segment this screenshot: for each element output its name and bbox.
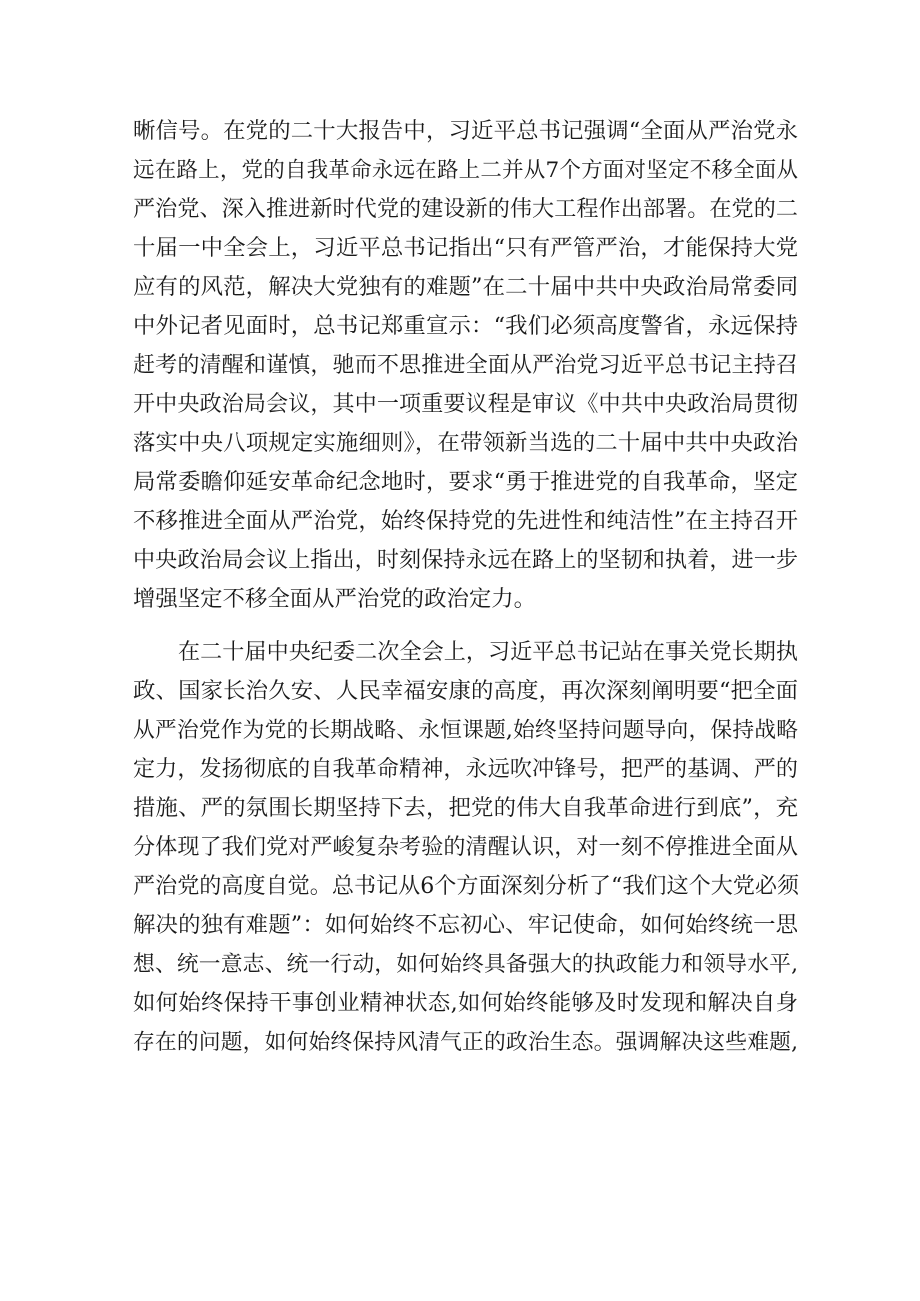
text-line: 政、国家长治久安、人民幸福安康的高度，再次深刻阐明要“把全面: [133, 678, 798, 704]
text-line: 中央政治局会议上指出，时刻保持永远在路上的坚韧和执着，进一步: [133, 547, 798, 573]
text-line: 从严治党作为党的长期战略、永恒课题,始终坚持问题导向，保持战略: [133, 718, 798, 743]
text-line: 定力，发扬彻底的自我革命精神，永远吹冲锋号，把严的基调、严的: [133, 756, 798, 782]
text-line: 开中央政治局会议，其中一项重要议程是审议《中共中央政治局贯彻: [133, 391, 798, 417]
text-line: 应有的风范，解决大党独有的难题”在二十届中共中央政治局常委同: [133, 274, 798, 300]
text-line-last: 增强坚定不移全面从严治党的政治定力。: [133, 586, 537, 612]
text-line: 想、统一意志、统一行动，如何始终具备强大的执政能力和领导水平,: [133, 952, 798, 977]
text-line: 局常委瞻仰延安革命纪念地时，要求“勇于推进党的自我革命，坚定: [133, 469, 798, 495]
text-line: 十届一中全会上，习近平总书记指出“只有严管严治，才能保持大党: [133, 235, 798, 261]
text-line: 存在的问题，如何始终保持风清气正的政治生态。强调解决这些难题,: [133, 1030, 798, 1055]
text-line-first: 在二十届中央纪委二次全会上，习近平总书记站在事关党长期执: [178, 639, 798, 665]
text-line: 中外记者见面时，总书记郑重宣示：“我们必须高度警省，永远保持: [133, 313, 798, 339]
text-line: 解决的独有难题”：如何始终不忘初心、牢记使命，如何始终统一思: [133, 912, 798, 938]
text-line: 落实中央八项规定实施细则》，在带领新当选的二十届中共中央政治: [133, 430, 798, 456]
text-line: 如何始终保持干事创业精神状态,如何始终能够及时发现和解决自身: [133, 990, 798, 1016]
text-line: 严治党、深入推进新时代党的建设新的伟大工程作出部署。在党的二: [133, 196, 798, 222]
text-line: 措施、严的氛围长期坚持下去，把党的伟大自我革命进行到底”，充: [133, 795, 798, 821]
paragraph-1: [133, 112, 798, 619]
text-line: 远在路上，党的自我革命永远在路上二并从7个方面对坚定不移全面从: [133, 158, 798, 183]
text-line: 严治党的高度自觉。总书记从6个方面深刻分析了“我们这个大党必须: [133, 873, 800, 899]
paragraph-spacer: [133, 619, 798, 633]
body-text: [133, 112, 798, 1062]
text-line: 分体现了我们党对严峻复杂考验的清醒认识，对一刻不停推进全面从: [133, 834, 798, 860]
text-line: 赶考的清醒和谨慎，驰而不思推进全面从严治党习近平总书记主持召: [133, 352, 798, 378]
text-line: 晰信号。在党的二十大报告中，习近平总书记强调“全面从严治党永: [133, 118, 798, 144]
text-line: 不移推进全面从严治党，始终保持党的先进性和纯洁性”在主持召开: [133, 508, 798, 534]
paragraph-2: [133, 633, 798, 1062]
